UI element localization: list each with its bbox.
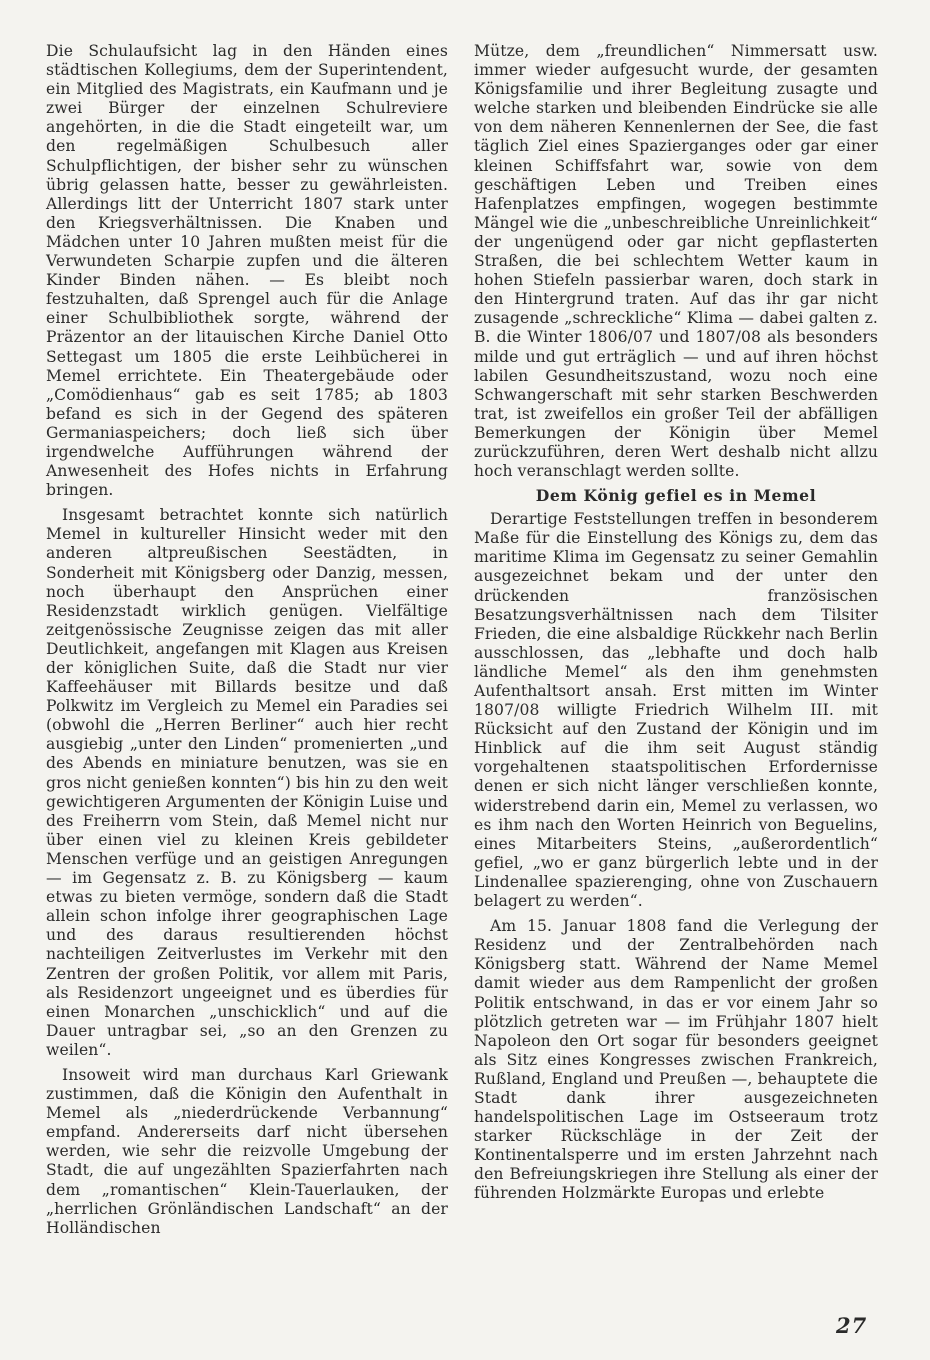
right-paragraph-1: Mütze, dem „freundlichen“ Nimmersatt usw. immer wieder aufgesucht wurde, der gesamten Königsfamilie und ihrer Begleitung zusagte und welche starken und bleibenden Eindrücke sie alle von dem näheren Kennenlernen der See, die fast täglich Ziel eines Spazierganges oder gar einer kleinen Schiffsfahrt war, sowie von dem geschäftigen Leben und Treiben eines Hafenplatzes empfingen, wogegen bestimmte Mängel wie die „unbeschreibliche Unreinlichkeit“ der ungenügend oder gar nicht gepflasterten Straßen, die bei schlechtem Wetter kaum in hohen Stiefeln passierbar waren, doch stark in den Hintergrund traten. Auf das ihr gar nicht zusagende „schreckliche“ Klima — dabei galten z. B. die Winter 1806/07 und 1807/08 als besonders milde und gut erträglich — und auf ihren höchst labilen Gesundheitszustand, wozu noch eine Schwangerschaft mit sehr starken Beschwerden trat, ist zweifellos ein großer Teil der abfälligen Bemerkungen der Königin über Memel zurückzuführen, deren Wert deshalb nicht allzu hoch veranschlagt werden sollte.: [474, 42, 878, 481]
right-paragraph-2: Derartige Feststellungen treffen in besonderem Maße für die Einstellung des Königs zu, dem das maritime Klima im Gegensatz zu seiner Gemahlin ausgezeichnet bekam und der unter den drückenden französischen Besatzungsverhältnissen nach dem Tilsiter Frieden, die eine alsbaldige Rückkehr nach Berlin ausschlossen, das „lebhafte und doch halb ländliche Memel“ als den ihm genehmsten Aufenthaltsort ansah. Erst mitten im Winter 1807/08 willigte Friedrich Wilhelm III. mit Rücksicht auf den Zustand der Königin und im Hinblick auf die ihm seit August ständig vorgehaltenen staatspolitischen Erfordernisse denen er sich nicht länger verschließen konnte, widerstrebend darin ein, Memel zu verlassen, wo es ihm nach den Worten Heinrich von Beguelins, eines Mitarbeiters Steins, „außerordentlich“ gefiel, „wo er ganz bürgerlich lebte und in der Lindenallee spazierenging, ohne von Zuschauern belagert zu werden“.: [474, 510, 878, 911]
left-paragraph-1: Die Schulaufsicht lag in den Händen eines städtischen Kollegiums, dem der Superintendent, ein Mitglied des Magistrats, ein Kaufmann und je zwei Bürger der einzelnen Schulreviere angehörten, in die die Stadt eingeteilt war, um den regelmäßigen Schulbesuch aller Schulpflichtigen, der bisher sehr zu wünschen übrig gelassen hatte, besser zu gewährleisten. Allerdings litt der Unterricht 1807 stark unter den Kriegsverhältnissen. Die Knaben und Mädchen unter 10 Jahren mußten meist für die Verwundeten Scharpie zupfen und die älteren Kinder Binden nähen. — Es bleibt noch festzuhalten, daß Sprengel auch für die Anlage einer Schulbibliothek sorgte, während der Präzentor an der litauischen Kirche Daniel Otto Settegast um 1805 die erste Leihbücherei in Memel errichtete. Ein Theatergebäude oder „Comödienhaus“ gab es seit 1785; ab 1803 befand es sich in der Gegend des späteren Germaniaspeichers; doch ließ sich über irgendwelche Aufführungen während der Anwesenheit des Hofes nichts in Erfahrung bringen.: [46, 42, 448, 500]
right-paragraph-3: Am 15. Januar 1808 fand die Verlegung der Residenz und der Zentralbehörden nach Königsberg statt. Während der Name Memel damit wieder aus dem Rampenlicht der großen Politik entschwand, in das er vor einem Jahr so plötzlich getreten war — im Frühjahr 1807 hielt Napoleon den Ort sogar für besonders geeignet als Sitz eines Kongresses zwischen Frankreich, Rußland, England und Preußen —, behauptete die Stadt dank ihrer ausgezeichneten handelspolitischen Lage im Ostseeraum trotz starker Rückschläge in der Zeit der Kontinentalsperre und im ersten Jahrzehnt nach den Befreiungskriegen ihre Stellung als einer der führenden Holzmärkte Europas und erlebte: [474, 917, 878, 1203]
page-number: 27: [836, 1313, 868, 1338]
section-heading: Dem König gefiel es in Memel: [535, 486, 817, 506]
left-paragraph-3: Insoweit wird man durchaus Karl Griewank zustimmen, daß die Königin den Aufenthalt in Memel als „niederdrückende Verbannung“ empfand. Andererseits darf nicht übersehen werden, wie sehr die reizvolle Umgebung der Stadt, die auf ungezählten Spazierfahrten nach dem „romantischen“ Klein-Tauerlauken, der „herrlichen Grönländischen Landschaft“ an der Holländischen: [46, 1065, 448, 1237]
left-column: [46, 42, 448, 1238]
left-paragraph-2: Insgesamt betrachtet konnte sich natürlich Memel in kultureller Hinsicht weder mit den anderen altpreußischen Seestädten, in Sonderheit mit Königsberg oder Danzig, messen, noch überhaupt den Ansprüchen einer Residenzstadt wirklich genügen. Vielfältige zeitgenössische Zeugnisse zeigen das mit aller Deutlichkeit, angefangen mit Klagen aus Kreisen der königlichen Suite, daß die Stadt nur vier Kaffeehäuser mit Billards besitze und daß Polkwitz im Vergleich zu Memel ein Paradies sei (obwohl die „Herren Berliner“ auch hier recht ausgiebig „unter den Linden“ promenierten „und des Abends en miniature benutzen, was sie en gros nicht genießen konnten“) bis hin zu den weit gewichtigeren Argumenten der Königin Luise und des Freiherrn vom Stein, daß Memel nicht nur über einen viel zu kleinen Kreis gebildeter Menschen verfüge und an geistigen Anregungen — im Gegensatz z. B. zu Königsberg — kaum etwas zu bieten vermöge, sondern daß die Stadt allein schon infolge ihrer geographischen Lage und des daraus resultierenden höchst nachteiligen Zeitverlustes im Verkehr mit den Zentren der großen Politik, vor allem mit Paris, als Residenzort ungeeignet und es überdies für einen Monarchen „unschicklich“ und auf die Dauer untragbar sei, „so an den Grenzen zu weilen“.: [46, 506, 448, 1059]
right-column: [474, 42, 878, 1204]
